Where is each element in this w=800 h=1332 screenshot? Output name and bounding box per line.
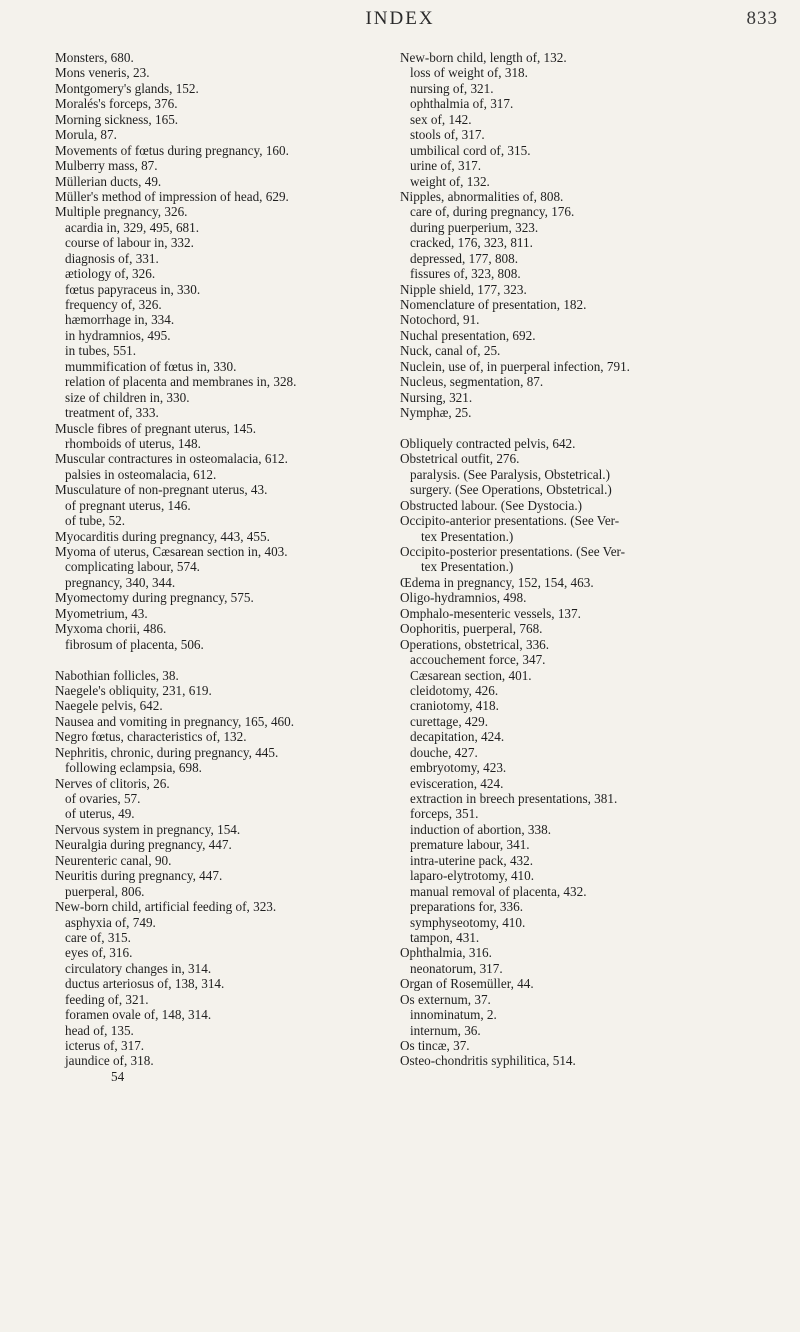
- page-title: INDEX: [365, 8, 435, 29]
- index-subentry: of ovaries, 57.: [65, 791, 141, 806]
- index-subentry: surgery. (See Operations, Obstetrical.): [410, 482, 612, 498]
- index-entry: Œdema in pregnancy, 152, 154, 463.: [400, 574, 594, 590]
- index-subentry: in tubes, 551.: [65, 343, 137, 359]
- section-gap: [400, 421, 795, 436]
- index-subentry: care of, during pregnancy, 176.: [410, 204, 575, 220]
- index-entry: Nomenclature of presentation, 182.: [400, 297, 587, 312]
- index-subentry: cleidotomy, 426.: [410, 682, 499, 698]
- index-subentry: paralysis. (See Paralysis, Obstetrical.): [410, 466, 610, 482]
- index-subentry: fœtus papyraceus in, 330.: [65, 281, 201, 297]
- index-entry: Neurenteric canal, 90.: [55, 852, 172, 868]
- index-subentry: tex Presentation.): [421, 528, 514, 544]
- index-entry: Myxoma chorii, 486.: [55, 621, 167, 637]
- index-entry: Nervous system in pregnancy, 154.: [55, 821, 241, 837]
- index-subentry: puerperal, 806.: [65, 883, 145, 899]
- index-subentry: feeding of, 321.: [65, 991, 149, 1007]
- index-entry: Movements of fœtus during pregnancy, 160.: [55, 142, 289, 158]
- index-entry: Morning sickness, 165.: [55, 111, 179, 127]
- index-subentry: neonatorum, 317.: [410, 960, 503, 976]
- index-entry: Multiple pregnancy, 326.: [55, 204, 188, 220]
- index-entry: Nephritis, chronic, during pregnancy, 445.: [55, 744, 279, 760]
- index-subentry: care of, 315.: [65, 929, 131, 945]
- index-entry: Osteo-chondritis syphilitica, 514.: [400, 1053, 576, 1069]
- index-entry: Montgomery's glands, 152.: [55, 80, 199, 96]
- index-subentry: complicating labour, 574.: [65, 559, 200, 575]
- index-subentry: craniotomy, 418.: [410, 698, 499, 714]
- index-entry: Obliquely contracted pelvis, 642.: [400, 435, 576, 451]
- index-subentry: forceps, 351.: [410, 806, 479, 822]
- index-entry: Nuck, canal of, 25.: [400, 343, 501, 359]
- index-subentry: nursing of, 321.: [410, 80, 494, 96]
- index-column-right: [400, 50, 795, 1069]
- index-subentry: jaundice of, 318.: [65, 1053, 154, 1069]
- index-subentry: sex of, 142.: [410, 111, 472, 127]
- index-subentry: symphyseotomy, 410.: [410, 914, 526, 930]
- index-subentry: ophthalmia of, 317.: [410, 96, 514, 112]
- index-subentry: course of labour in, 332.: [65, 235, 194, 251]
- index-subentry: icterus of, 317.: [65, 1038, 145, 1053]
- index-entry: Occipito-anterior presentations. (See Ver-: [400, 513, 620, 529]
- index-subentry: fissures of, 323, 808.: [410, 266, 521, 282]
- index-entry: Müllerian ducts, 49.: [55, 173, 162, 189]
- index-subentry: asphyxia of, 749.: [65, 914, 156, 930]
- index-subentry: Cæsarean section, 401.: [410, 667, 532, 683]
- page-header: [0, 8, 800, 38]
- index-subentry: embryotomy, 423.: [410, 760, 507, 776]
- index-subentry: induction of abortion, 338.: [410, 821, 552, 837]
- index-subentry: tampon, 431.: [410, 929, 480, 945]
- index-entry: Neuralgia during pregnancy, 447.: [55, 837, 232, 853]
- index-entry: Nuclein, use of, in puerperal infection, 791.: [400, 358, 630, 374]
- index-entry: Obstetrical outfit, 276.: [400, 451, 520, 467]
- section-gap: [55, 652, 405, 667]
- index-subentry: foramen ovale of, 148, 314.: [65, 1007, 212, 1023]
- index-entry: Müller's method of impression of head, 629.: [55, 188, 289, 204]
- index-subentry: premature labour, 341.: [410, 837, 530, 853]
- index-subentry: cracked, 176, 323, 811.: [410, 235, 533, 251]
- index-entry: Nipple shield, 177, 323.: [400, 281, 527, 297]
- index-subentry: stools of, 317.: [410, 127, 485, 143]
- index-entry: Nabothian follicles, 38.: [55, 667, 179, 683]
- index-subentry: curettage, 429.: [410, 713, 488, 729]
- index-entry: Moralés's forceps, 376.: [55, 96, 178, 112]
- index-subentry: tex Presentation.): [421, 559, 514, 575]
- index-entry: Monsters, 680.: [55, 50, 134, 65]
- index-entry: Os externum, 37.: [400, 991, 491, 1007]
- index-subentry: depressed, 177, 808.: [410, 250, 519, 266]
- index-entry: Nerves of clitoris, 26.: [55, 775, 170, 791]
- index-subentry: acardia in, 329, 495, 681.: [65, 219, 200, 235]
- index-subentry: internum, 36.: [410, 1022, 481, 1038]
- index-subentry: rhomboids of uterus, 148.: [65, 435, 201, 451]
- index-entry: Muscle fibres of pregnant uterus, 145.: [55, 420, 257, 436]
- index-subentry: manual removal of placenta, 432.: [410, 883, 587, 899]
- index-subentry: fibrosum of placenta, 506.: [65, 636, 204, 652]
- index-subentry: loss of weight of, 318.: [410, 65, 528, 81]
- index-entry: Obstructed labour. (See Dystocia.): [400, 497, 583, 513]
- page-number: 833: [746, 8, 778, 29]
- index-subentry: of tube, 52.: [65, 513, 126, 529]
- footer-signature: 54: [111, 1068, 125, 1084]
- index-subentry: following eclampsia, 698.: [65, 760, 202, 776]
- index-subentry: eyes of, 316.: [65, 945, 133, 961]
- index-entry: Oligo-hydramnios, 498.: [400, 590, 527, 606]
- index-subentry: diagnosis of, 331.: [65, 250, 159, 266]
- index-subentry: pregnancy, 340, 344.: [65, 574, 176, 590]
- index-entry: Omphalo-mesenteric vessels, 137.: [400, 605, 581, 621]
- index-entry: Nucleus, segmentation, 87.: [400, 374, 544, 390]
- index-entry: Occipito-posterior presentations. (See Ver-: [400, 544, 626, 559]
- index-subentry: innominatum, 2.: [410, 1007, 497, 1023]
- index-entry: Organ of Rosemüller, 44.: [400, 976, 534, 992]
- index-entry: Os tincæ, 37.: [400, 1038, 470, 1053]
- index-subentry: size of children in, 330.: [65, 389, 190, 405]
- index-subentry: hæmorrhage in, 334.: [65, 312, 175, 328]
- index-subentry: evisceration, 424.: [410, 775, 504, 791]
- index-subentry: during puerperium, 323.: [410, 219, 539, 235]
- index-entry: Nuchal presentation, 692.: [400, 327, 536, 343]
- index-entry: Naegele's obliquity, 231, 619.: [55, 682, 212, 698]
- index-entry: Nursing, 321.: [400, 389, 473, 405]
- index-entry: Neuritis during pregnancy, 447.: [55, 868, 223, 884]
- index-subentry: in hydramnios, 495.: [65, 327, 171, 343]
- index-subentry: intra-uterine pack, 432.: [410, 852, 534, 868]
- index-entry: New-born child, length of, 132.: [400, 50, 567, 65]
- index-entry: Mulberry mass, 87.: [55, 158, 158, 174]
- index-subentry: accouchement force, 347.: [410, 652, 546, 668]
- index-entry: Myocarditis during pregnancy, 443, 455.: [55, 528, 270, 544]
- index-subentry: umbilical cord of, 315.: [410, 142, 531, 158]
- index-entry: Myometrium, 43.: [55, 605, 148, 621]
- index-subentry: palsies in osteomalacia, 612.: [65, 466, 217, 482]
- index-subentry: douche, 427.: [410, 744, 478, 760]
- index-entry: Naegele pelvis, 642.: [55, 698, 163, 714]
- index-subentry: ductus arteriosus of, 138, 314.: [65, 976, 225, 992]
- index-entry: Muscular contractures in osteomalacia, 612.: [55, 451, 288, 467]
- index-entry: Mons veneris, 23.: [55, 65, 150, 81]
- index-entry: New-born child, artificial feeding of, 323.: [55, 899, 277, 915]
- index-subentry: of uterus, 49.: [65, 806, 135, 822]
- index-entry: Myomectomy during pregnancy, 575.: [55, 590, 254, 606]
- index-entry: Musculature of non-pregnant uterus, 43.: [55, 482, 268, 498]
- index-subentry: head of, 135.: [65, 1022, 134, 1038]
- index-subentry: relation of placenta and membranes in, 328.: [65, 374, 297, 390]
- index-entry: Nipples, abnormalities of, 808.: [400, 188, 564, 204]
- index-column-left: [55, 50, 405, 1084]
- index-subentry: laparo-elytrotomy, 410.: [410, 868, 535, 884]
- index-subentry: decapitation, 424.: [410, 729, 505, 745]
- index-subentry: preparations for, 336.: [410, 899, 523, 915]
- index-subentry: mummification of fœtus in, 330.: [65, 358, 237, 374]
- index-entry: Notochord, 91.: [400, 312, 480, 328]
- index-entry: Oophoritis, puerperal, 768.: [400, 621, 543, 637]
- index-subentry: treatment of, 333.: [65, 405, 159, 421]
- index-subentry: of pregnant uterus, 146.: [65, 497, 191, 513]
- index-subentry: weight of, 132.: [410, 173, 490, 189]
- index-subentry: ætiology of, 326.: [65, 266, 156, 282]
- index-entry: Morula, 87.: [55, 127, 117, 143]
- index-subentry: frequency of, 326.: [65, 297, 162, 312]
- index-subentry: urine of, 317.: [410, 158, 482, 174]
- index-subentry: extraction in breech presentations, 381.: [410, 791, 618, 806]
- index-entry: Ophthalmia, 316.: [400, 945, 492, 961]
- index-entry: Operations, obstetrical, 336.: [400, 636, 550, 652]
- index-subentry: circulatory changes in, 314.: [65, 960, 212, 976]
- index-entry: Nymphæ, 25.: [400, 405, 472, 421]
- index-entry: Negro fœtus, characteristics of, 132.: [55, 729, 247, 745]
- index-entry: Nausea and vomiting in pregnancy, 165, 460.: [55, 713, 295, 729]
- index-entry: Myoma of uterus, Cæsarean section in, 403.: [55, 544, 288, 559]
